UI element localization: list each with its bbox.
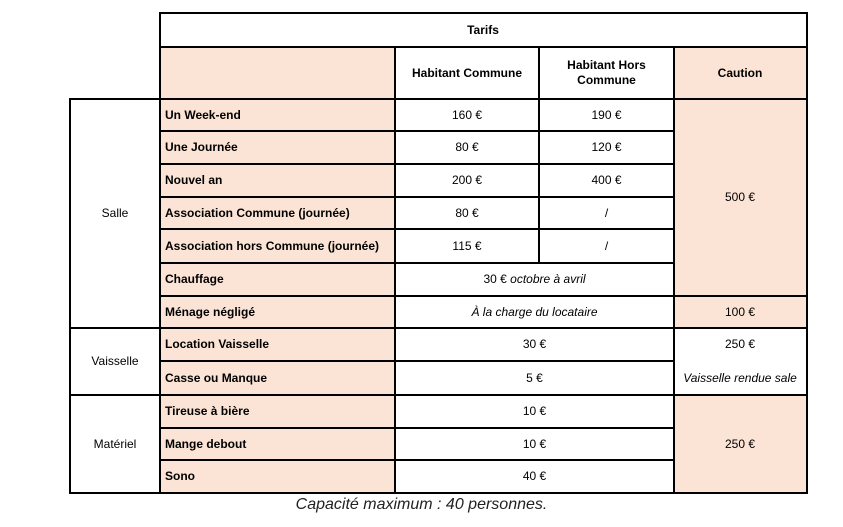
grid-line [673,46,675,494]
grid-line [159,46,808,48]
table-title: Tarifs [467,22,499,37]
row-label-association-commune: Association Commune (journée) [160,197,395,229]
price-chauffage-period: octobre à avril [510,272,586,286]
row-label-association-hors-commune: Association hors Commune (journée) [160,229,395,263]
grid-line [159,196,675,198]
row-label-sono: Sono [160,460,395,493]
row-label-mange-debout: Mange debout [160,428,395,460]
price-sono: 40 € [522,469,547,483]
price-association-hors-commune-non-resident: / [604,238,609,253]
price-journee-non-resident: 120 € [591,140,622,154]
grid-line [159,163,675,165]
price-mange-debout: 10 € [522,436,547,451]
grid-line [159,12,808,14]
price-nouvel-an-non-resident: 400 € [591,173,622,187]
price-journee-resident: 80 € [455,140,479,154]
price-association-commune-non-resident: / [604,205,609,220]
category-materiel: Matériel [93,436,137,451]
deposit-salle: 500 € [674,99,806,296]
grid-line [69,327,808,329]
row-label-location-vaisselle: Location Vaisselle [160,328,395,361]
column-header-deposit: Caution [674,47,806,99]
deposit-vaisselle: 250 € [724,337,756,351]
column-header-resident: Habitant Commune [411,65,522,80]
deposit-materiel: 250 € [674,395,806,493]
column-header-non-resident: Habitant Hors Commune [567,58,646,87]
grid-line [159,12,161,494]
price-chauffage [395,263,674,296]
grid-line [69,98,808,100]
category-vaisselle: Vaisselle [91,354,139,368]
row-label-nouvel-an: Nouvel an [160,164,395,197]
grid-line [394,46,396,494]
price-location-vaisselle: 30 € [522,337,547,351]
price-menage: À la charge du locataire [471,304,598,319]
row-label-journee: Une Journée [160,131,395,164]
price-tireuse: 10 € [522,404,547,418]
price-association-commune-resident: 80 € [455,205,479,220]
grid-line [159,427,675,429]
row-label-menage: Ménage négligé [160,296,395,328]
row-label-casse: Casse ou Manque [160,361,395,395]
grid-line [69,394,808,396]
price-association-hors-commune-resident: 115 € [452,238,482,253]
deposit-menage: 100 € [674,296,806,328]
price-chauffage-amount: 30 € [483,272,507,286]
row-label-tireuse: Tireuse à bière [160,395,395,428]
grid-line [159,228,675,230]
grid-line [159,295,808,297]
capacity-footnote: Capacité maximum : 40 personnes. [295,496,548,513]
price-casse: 5 € [526,370,543,385]
row-label-weekend: Un Week-end [160,99,395,131]
deposit-vaisselle-note: Vaisselle rendue sale [683,370,797,385]
row-label-chauffage: Chauffage [160,263,395,296]
grid-line [806,12,808,494]
header-empty-cell [160,47,395,99]
price-nouvel-an-resident: 200 € [451,173,483,187]
grid-line [538,46,540,264]
grid-line [159,130,675,132]
price-weekend-resident: 160 € [451,107,483,122]
grid-line [159,262,675,264]
category-salle: Salle [101,206,129,220]
grid-line [69,98,71,494]
grid-line [159,360,675,362]
price-weekend-non-resident: 190 € [591,107,622,122]
grid-line [159,459,675,461]
